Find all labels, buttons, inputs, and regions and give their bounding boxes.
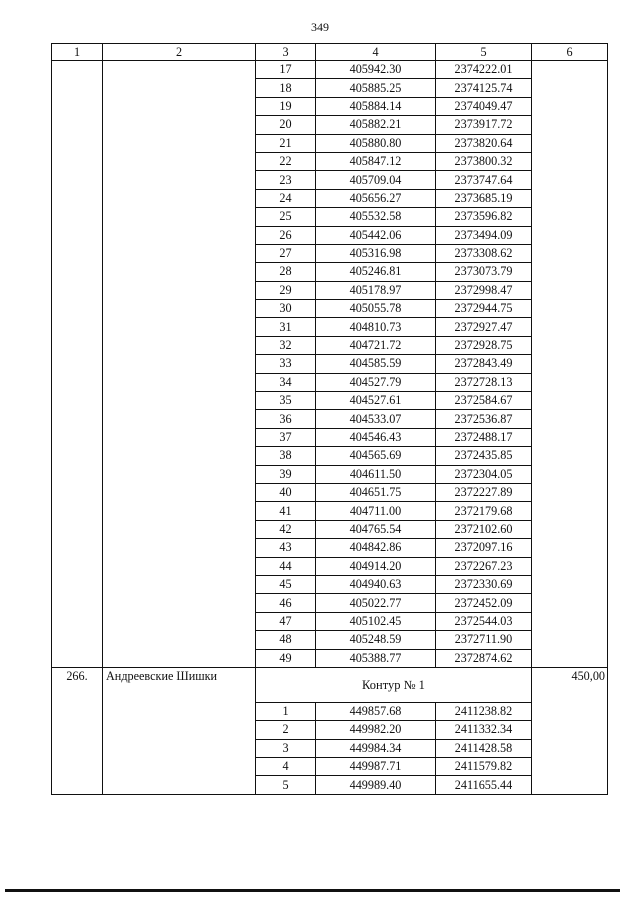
x-coordinate-cell: 404533.07 xyxy=(316,410,436,428)
x-coordinate-cell: 405884.14 xyxy=(316,97,436,115)
y-coordinate-cell: 2372711.90 xyxy=(436,631,532,649)
y-coordinate-cell: 2373747.64 xyxy=(436,171,532,189)
x-coordinate-cell: 405880.80 xyxy=(316,134,436,152)
x-coordinate-cell: 404721.72 xyxy=(316,336,436,354)
point-number-cell: 2 xyxy=(256,721,316,739)
y-coordinate-cell: 2372944.75 xyxy=(436,300,532,318)
y-coordinate-cell: 2372928.75 xyxy=(436,336,532,354)
point-number-cell: 43 xyxy=(256,539,316,557)
point-number-cell: 17 xyxy=(256,61,316,79)
x-coordinate-cell: 404651.75 xyxy=(316,483,436,501)
x-coordinate-cell: 405022.77 xyxy=(316,594,436,612)
x-coordinate-cell: 405055.78 xyxy=(316,300,436,318)
y-coordinate-cell: 2411579.82 xyxy=(436,758,532,776)
column-header: 6 xyxy=(532,44,608,61)
point-number-cell: 37 xyxy=(256,428,316,446)
y-coordinate-cell: 2374222.01 xyxy=(436,61,532,79)
x-coordinate-cell: 404842.86 xyxy=(316,539,436,557)
point-number-cell: 33 xyxy=(256,355,316,373)
table-row xyxy=(52,61,608,79)
x-coordinate-cell: 405178.97 xyxy=(316,281,436,299)
point-number-cell: 27 xyxy=(256,244,316,262)
table-header-row xyxy=(52,44,608,61)
point-number-cell: 23 xyxy=(256,171,316,189)
point-number-cell: 29 xyxy=(256,281,316,299)
y-coordinate-cell: 2372584.67 xyxy=(436,392,532,410)
x-coordinate-cell: 404940.63 xyxy=(316,575,436,593)
entry-row xyxy=(52,667,608,702)
y-coordinate-cell: 2411655.44 xyxy=(436,776,532,794)
x-coordinate-cell: 405442.06 xyxy=(316,226,436,244)
x-coordinate-cell: 449857.68 xyxy=(316,702,436,720)
point-number-cell: 18 xyxy=(256,79,316,97)
point-number-cell: 49 xyxy=(256,649,316,667)
continued-area-cell xyxy=(532,61,608,668)
y-coordinate-cell: 2372927.47 xyxy=(436,318,532,336)
y-coordinate-cell: 2372304.05 xyxy=(436,465,532,483)
y-coordinate-cell: 2372179.68 xyxy=(436,502,532,520)
point-number-cell: 4 xyxy=(256,758,316,776)
point-number-cell: 45 xyxy=(256,575,316,593)
y-coordinate-cell: 2372227.89 xyxy=(436,483,532,501)
point-number-cell: 28 xyxy=(256,263,316,281)
point-number-cell: 24 xyxy=(256,189,316,207)
y-coordinate-cell: 2372102.60 xyxy=(436,520,532,538)
x-coordinate-cell: 404611.50 xyxy=(316,465,436,483)
y-coordinate-cell: 2372330.69 xyxy=(436,575,532,593)
footer-rule xyxy=(5,889,620,892)
x-coordinate-cell: 404527.79 xyxy=(316,373,436,391)
y-coordinate-cell: 2372267.23 xyxy=(436,557,532,575)
x-coordinate-cell: 405316.98 xyxy=(316,244,436,262)
y-coordinate-cell: 2373308.62 xyxy=(436,244,532,262)
x-coordinate-cell: 405656.27 xyxy=(316,189,436,207)
x-coordinate-cell: 404810.73 xyxy=(316,318,436,336)
point-number-cell: 21 xyxy=(256,134,316,152)
y-coordinate-cell: 2372435.85 xyxy=(436,447,532,465)
point-number-cell: 34 xyxy=(256,373,316,391)
y-coordinate-cell: 2373820.64 xyxy=(436,134,532,152)
page-number: 349 xyxy=(311,20,329,34)
y-coordinate-cell: 2372998.47 xyxy=(436,281,532,299)
entry-number-cell: 266. xyxy=(52,667,103,794)
y-coordinate-cell: 2372536.87 xyxy=(436,410,532,428)
y-coordinate-cell: 2372097.16 xyxy=(436,539,532,557)
point-number-cell: 30 xyxy=(256,300,316,318)
x-coordinate-cell: 404565.69 xyxy=(316,447,436,465)
point-number-cell: 22 xyxy=(256,152,316,170)
x-coordinate-cell: 404585.59 xyxy=(316,355,436,373)
x-coordinate-cell: 405248.59 xyxy=(316,631,436,649)
point-number-cell: 31 xyxy=(256,318,316,336)
point-number-cell: 42 xyxy=(256,520,316,538)
y-coordinate-cell: 2374049.47 xyxy=(436,97,532,115)
point-number-cell: 47 xyxy=(256,612,316,630)
y-coordinate-cell: 2372544.03 xyxy=(436,612,532,630)
y-coordinate-cell: 2373494.09 xyxy=(436,226,532,244)
continued-name-cell xyxy=(103,61,256,668)
entry-name-cell: Андреевские Шишки xyxy=(103,667,256,794)
x-coordinate-cell: 404765.54 xyxy=(316,520,436,538)
point-number-cell: 38 xyxy=(256,447,316,465)
y-coordinate-cell: 2411238.82 xyxy=(436,702,532,720)
y-coordinate-cell: 2372488.17 xyxy=(436,428,532,446)
point-number-cell: 44 xyxy=(256,557,316,575)
y-coordinate-cell: 2372874.62 xyxy=(436,649,532,667)
point-number-cell: 46 xyxy=(256,594,316,612)
point-number-cell: 41 xyxy=(256,502,316,520)
y-coordinate-cell: 2373073.79 xyxy=(436,263,532,281)
x-coordinate-cell: 405882.21 xyxy=(316,116,436,134)
column-header: 5 xyxy=(436,44,532,61)
column-header: 1 xyxy=(52,44,103,61)
point-number-cell: 36 xyxy=(256,410,316,428)
y-coordinate-cell: 2374125.74 xyxy=(436,79,532,97)
y-coordinate-cell: 2372728.13 xyxy=(436,373,532,391)
x-coordinate-cell: 449984.34 xyxy=(316,739,436,757)
y-coordinate-cell: 2372452.09 xyxy=(436,594,532,612)
point-number-cell: 35 xyxy=(256,392,316,410)
x-coordinate-cell: 405388.77 xyxy=(316,649,436,667)
point-number-cell: 26 xyxy=(256,226,316,244)
point-number-cell: 1 xyxy=(256,702,316,720)
x-coordinate-cell: 404546.43 xyxy=(316,428,436,446)
entry-area-cell: 450,00 xyxy=(532,667,608,794)
point-number-cell: 32 xyxy=(256,336,316,354)
y-coordinate-cell: 2373800.32 xyxy=(436,152,532,170)
point-number-cell: 48 xyxy=(256,631,316,649)
y-coordinate-cell: 2373596.82 xyxy=(436,208,532,226)
y-coordinate-cell: 2411332.34 xyxy=(436,721,532,739)
x-coordinate-cell: 405885.25 xyxy=(316,79,436,97)
x-coordinate-cell: 449989.40 xyxy=(316,776,436,794)
y-coordinate-cell: 2373685.19 xyxy=(436,189,532,207)
x-coordinate-cell: 449987.71 xyxy=(316,758,436,776)
coordinates-table xyxy=(51,43,608,795)
x-coordinate-cell: 405942.30 xyxy=(316,61,436,79)
y-coordinate-cell: 2372843.49 xyxy=(436,355,532,373)
point-number-cell: 39 xyxy=(256,465,316,483)
continued-number-cell xyxy=(52,61,103,668)
point-number-cell: 20 xyxy=(256,116,316,134)
x-coordinate-cell: 405847.12 xyxy=(316,152,436,170)
point-number-cell: 3 xyxy=(256,739,316,757)
point-number-cell: 40 xyxy=(256,483,316,501)
point-number-cell: 5 xyxy=(256,776,316,794)
x-coordinate-cell: 405246.81 xyxy=(316,263,436,281)
x-coordinate-cell: 405532.58 xyxy=(316,208,436,226)
column-header: 3 xyxy=(256,44,316,61)
x-coordinate-cell: 404527.61 xyxy=(316,392,436,410)
column-header: 2 xyxy=(103,44,256,61)
point-number-cell: 19 xyxy=(256,97,316,115)
x-coordinate-cell: 449982.20 xyxy=(316,721,436,739)
y-coordinate-cell: 2373917.72 xyxy=(436,116,532,134)
point-number-cell: 25 xyxy=(256,208,316,226)
contour-label: Контур № 1 xyxy=(256,667,532,702)
column-header: 4 xyxy=(316,44,436,61)
y-coordinate-cell: 2411428.58 xyxy=(436,739,532,757)
x-coordinate-cell: 404711.00 xyxy=(316,502,436,520)
x-coordinate-cell: 405102.45 xyxy=(316,612,436,630)
x-coordinate-cell: 404914.20 xyxy=(316,557,436,575)
x-coordinate-cell: 405709.04 xyxy=(316,171,436,189)
